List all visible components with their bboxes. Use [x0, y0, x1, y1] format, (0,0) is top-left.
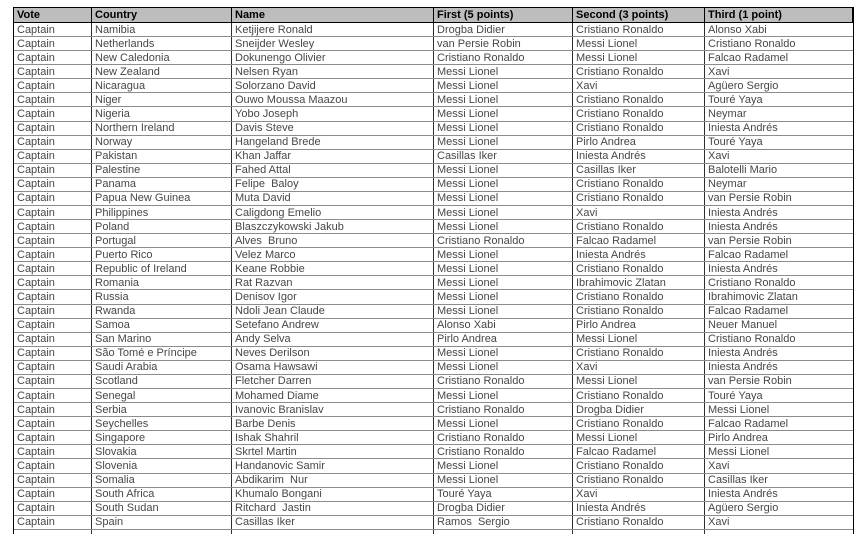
- cell-vote[interactable]: Captain: [14, 502, 92, 515]
- cell-country[interactable]: South Africa: [92, 488, 232, 501]
- cell-first[interactable]: Drogba Didier: [434, 23, 573, 36]
- cell-first[interactable]: Cristiano Ronaldo: [434, 375, 573, 388]
- table-row: [14, 502, 853, 516]
- cell-vote[interactable]: Captain: [14, 290, 92, 303]
- cell-first[interactable]: Messi Lionel: [434, 474, 573, 487]
- cell-second[interactable]: Cristiano Ronaldo: [573, 290, 705, 303]
- table-row: [14, 459, 853, 473]
- cell-second[interactable]: Falcao Radamel: [573, 234, 705, 247]
- cell-second[interactable]: Xavi: [573, 79, 705, 92]
- cell-third[interactable]: Iniesta Andrés: [708, 220, 778, 233]
- table-row: [14, 445, 853, 459]
- cell-second[interactable]: Drogba Didier: [573, 403, 705, 416]
- cell-name[interactable]: Rat Razvan: [232, 276, 434, 289]
- cell-second[interactable]: Cristiano Ronaldo: [573, 474, 705, 487]
- cell-name[interactable]: Caligdong Emelio: [232, 206, 434, 219]
- cell-country[interactable]: Somalia: [92, 474, 232, 487]
- cell-first[interactable]: Messi Lionel: [434, 262, 573, 275]
- cell-third[interactable]: Falcao Radamel: [708, 417, 789, 430]
- header-cell-country[interactable]: Country: [92, 8, 232, 22]
- table-row: [14, 347, 853, 361]
- cell-first[interactable]: Cristiano Ronaldo: [434, 234, 573, 247]
- cell-name[interactable]: Solorzano David: [232, 79, 434, 92]
- cell-name[interactable]: Ouwo Moussa Maazou: [232, 93, 434, 106]
- cell-second[interactable]: Cristiano Ronaldo: [573, 122, 705, 135]
- cell-country[interactable]: Namibia: [92, 23, 232, 36]
- cell-name[interactable]: Ishak Shahril: [232, 431, 434, 444]
- cell-third[interactable]: Iniesta Andrés: [708, 122, 778, 135]
- cell-vote[interactable]: Captain: [14, 445, 92, 458]
- cell-name[interactable]: Setefano Andrew: [232, 319, 434, 332]
- cell-first[interactable]: Messi Lionel: [434, 417, 573, 430]
- cell-third[interactable]: Agüero Sergio: [708, 502, 779, 515]
- cell-vote[interactable]: Captain: [14, 516, 92, 529]
- cell-third[interactable]: Agüero Sergio: [708, 79, 779, 92]
- cell-second[interactable]: Messi Lionel: [573, 431, 705, 444]
- cell-third[interactable]: Balotelli Mario: [708, 164, 778, 177]
- cell-third[interactable]: Neymar: [708, 178, 747, 191]
- cell-name[interactable]: Ritchard Jastin: [232, 502, 434, 515]
- cell-first[interactable]: Messi Lionel: [434, 361, 573, 374]
- cell-vote[interactable]: Captain: [14, 276, 92, 289]
- cell-name[interactable]: Fletcher Darren: [232, 375, 434, 388]
- table-row: [14, 305, 853, 319]
- cell-third[interactable]: Xavi: [708, 516, 730, 529]
- cell-name[interactable]: Felipe Baloy: [232, 178, 434, 191]
- table-header-row: [14, 8, 853, 23]
- cell-vote[interactable]: Captain: [14, 136, 92, 149]
- cell-third[interactable]: Cristiano Ronaldo: [708, 37, 796, 50]
- cell-first[interactable]: Messi Lionel: [434, 305, 573, 318]
- cell-vote[interactable]: Captain: [14, 319, 92, 332]
- cell-third[interactable]: van Persie Robin: [708, 234, 792, 247]
- cell-first[interactable]: Drogba Didier: [434, 502, 573, 515]
- cell-first[interactable]: Messi Lionel: [434, 65, 573, 78]
- cell-first[interactable]: Messi Lionel: [434, 178, 573, 191]
- cell-country[interactable]: Senegal: [92, 389, 232, 402]
- cell-name[interactable]: Dokunengo Olivier: [232, 51, 434, 64]
- cell-second[interactable]: Cristiano Ronaldo: [573, 417, 705, 430]
- cell-third[interactable]: Pirlo Andrea: [708, 431, 768, 444]
- header-cell-third[interactable]: Third (1 point): [705, 8, 853, 22]
- cell-second[interactable]: Xavi: [573, 488, 705, 501]
- cell-country[interactable]: Slovenia: [92, 459, 232, 472]
- cell-second[interactable]: Cristiano Ronaldo: [573, 220, 705, 233]
- cell-vote[interactable]: Captain: [14, 122, 92, 135]
- table-row: [14, 122, 853, 136]
- cell-country[interactable]: Spain: [92, 516, 232, 529]
- cell-third[interactable]: Ibrahimovic Zlatan: [708, 291, 798, 304]
- cell-vote[interactable]: Captain: [14, 107, 92, 120]
- table-row: [14, 431, 853, 445]
- table-cell: [92, 530, 232, 534]
- cell-vote[interactable]: Captain: [14, 37, 92, 50]
- table-row: [14, 403, 853, 417]
- cell-first[interactable]: Cristiano Ronaldo: [434, 445, 573, 458]
- table-row: [14, 136, 853, 150]
- cell-third[interactable]: Touré Yaya: [708, 389, 763, 402]
- cell-vote[interactable]: Captain: [14, 192, 92, 205]
- table-row: [14, 23, 853, 37]
- cell-name[interactable]: Abdikarim Nur: [232, 474, 434, 487]
- cell-vote[interactable]: Captain: [14, 79, 92, 92]
- cell-third[interactable]: Falcao Radamel: [708, 51, 789, 64]
- cell-vote[interactable]: Captain: [14, 178, 92, 191]
- table-row: [14, 333, 853, 347]
- cell-first[interactable]: Cristiano Ronaldo: [434, 51, 573, 64]
- cell-third[interactable]: van Persie Robin: [708, 375, 792, 388]
- cell-vote[interactable]: Captain: [14, 164, 92, 177]
- cell-second[interactable]: Xavi: [573, 361, 705, 374]
- cell-name[interactable]: Khumalo Bongani: [232, 488, 434, 501]
- cell-country[interactable]: Samoa: [92, 319, 232, 332]
- cell-vote[interactable]: Captain: [14, 417, 92, 430]
- cell-second[interactable]: Cristiano Ronaldo: [573, 178, 705, 191]
- cell-third[interactable]: Touré Yaya: [708, 93, 763, 106]
- cell-country[interactable]: Poland: [92, 220, 232, 233]
- cell-name[interactable]: Denisov Igor: [232, 290, 434, 303]
- table-row: [14, 93, 853, 107]
- cell-vote[interactable]: Captain: [14, 23, 92, 36]
- cell-vote[interactable]: Captain: [14, 488, 92, 501]
- cell-name[interactable]: Mohamed Diame: [232, 389, 434, 402]
- cell-second[interactable]: Cristiano Ronaldo: [573, 389, 705, 402]
- cell-first[interactable]: Messi Lionel: [434, 136, 573, 149]
- table-body: [14, 23, 853, 530]
- table-row: [14, 290, 853, 304]
- table-cell: [232, 530, 434, 534]
- cell-vote[interactable]: Captain: [14, 220, 92, 233]
- cell-first[interactable]: Messi Lionel: [434, 276, 573, 289]
- table-row: [14, 319, 853, 333]
- cell-second[interactable]: Cristiano Ronaldo: [573, 459, 705, 472]
- table-row-partial: [14, 530, 853, 534]
- cell-third[interactable]: Iniesta Andrés: [708, 206, 778, 219]
- cell-name[interactable]: Ndoli Jean Claude: [232, 305, 434, 318]
- table-cell: [14, 530, 92, 534]
- cell-first[interactable]: Messi Lionel: [434, 248, 573, 261]
- cell-second[interactable]: Ibrahimovic Zlatan: [573, 276, 705, 289]
- cell-vote[interactable]: Captain: [14, 431, 92, 444]
- cell-second[interactable]: Iniesta Andrés: [573, 150, 705, 163]
- cell-second[interactable]: Messi Lionel: [573, 333, 705, 346]
- table-row: [14, 37, 853, 51]
- cell-country[interactable]: Serbia: [92, 403, 232, 416]
- cell-third[interactable]: Iniesta Andrés: [708, 488, 778, 501]
- cell-country[interactable]: São Tomé e Príncipe: [92, 347, 232, 360]
- cell-second[interactable]: Cristiano Ronaldo: [573, 192, 705, 205]
- cell-third[interactable]: van Persie Robin: [708, 192, 792, 205]
- cell-name[interactable]: Neves Derilson: [232, 347, 434, 360]
- cell-first[interactable]: Messi Lionel: [434, 347, 573, 360]
- cell-name[interactable]: Blaszczykowski Jakub: [232, 220, 434, 233]
- table-row: [14, 164, 853, 178]
- cell-name[interactable]: Ivanovic Branislav: [232, 403, 434, 416]
- cell-country[interactable]: Papua New Guinea: [92, 192, 232, 205]
- cell-country[interactable]: Norway: [92, 136, 232, 149]
- cell-second[interactable]: Iniesta Andrés: [573, 502, 705, 515]
- cell-third[interactable]: Falcao Radamel: [708, 248, 789, 261]
- cell-country[interactable]: Palestine: [92, 164, 232, 177]
- cell-name[interactable]: Keane Robbie: [232, 262, 434, 275]
- votes-table: [13, 7, 854, 534]
- table-row: [14, 206, 853, 220]
- cell-third[interactable]: Iniesta Andrés: [708, 347, 778, 360]
- cell-second[interactable]: Falcao Radamel: [573, 445, 705, 458]
- cell-third[interactable]: Messi Lionel: [708, 445, 770, 458]
- cell-vote[interactable]: Captain: [14, 51, 92, 64]
- cell-vote[interactable]: Captain: [14, 347, 92, 360]
- cell-first[interactable]: Pirlo Andrea: [434, 333, 573, 346]
- cell-country[interactable]: Slovakia: [92, 445, 232, 458]
- cell-country[interactable]: Scotland: [92, 375, 232, 388]
- cell-country[interactable]: Romania: [92, 276, 232, 289]
- cell-name[interactable]: Osama Hawsawi: [232, 361, 434, 374]
- table-row: [14, 417, 853, 431]
- table-row: [14, 150, 853, 164]
- cell-country[interactable]: Rwanda: [92, 305, 232, 318]
- cell-country[interactable]: Nicaragua: [92, 79, 232, 92]
- cell-third[interactable]: Xavi: [708, 150, 730, 163]
- cell-first[interactable]: Messi Lionel: [434, 164, 573, 177]
- table-row: [14, 488, 853, 502]
- cell-vote[interactable]: Captain: [14, 65, 92, 78]
- cell-vote[interactable]: Captain: [14, 150, 92, 163]
- cell-name[interactable]: Alves Bruno: [232, 234, 434, 247]
- cell-second[interactable]: Cristiano Ronaldo: [573, 65, 705, 78]
- cell-first[interactable]: Messi Lionel: [434, 93, 573, 106]
- cell-first[interactable]: Cristiano Ronaldo: [434, 403, 573, 416]
- cell-vote[interactable]: Captain: [14, 459, 92, 472]
- cell-third[interactable]: Alonso Xabi: [708, 23, 767, 36]
- cell-name[interactable]: Barbe Denis: [232, 417, 434, 430]
- cell-second[interactable]: Messi Lionel: [573, 375, 705, 388]
- cell-second[interactable]: Cristiano Ronaldo: [573, 347, 705, 360]
- cell-first[interactable]: Messi Lionel: [434, 206, 573, 219]
- header-cell-name[interactable]: Name: [232, 8, 434, 22]
- cell-third[interactable]: Messi Lionel: [708, 403, 770, 416]
- cell-third[interactable]: Xavi: [708, 65, 730, 78]
- cell-third[interactable]: Xavi: [708, 459, 730, 472]
- cell-second[interactable]: Messi Lionel: [573, 37, 705, 50]
- cell-first[interactable]: van Persie Robin: [434, 37, 573, 50]
- cell-first[interactable]: Messi Lionel: [434, 122, 573, 135]
- table-row: [14, 474, 853, 488]
- cell-first[interactable]: Alonso Xabi: [434, 319, 573, 332]
- cell-country[interactable]: Singapore: [92, 431, 232, 444]
- cell-country[interactable]: Netherlands: [92, 37, 232, 50]
- table-row: [14, 51, 853, 65]
- cell-first[interactable]: Messi Lionel: [434, 107, 573, 120]
- cell-vote[interactable]: Captain: [14, 403, 92, 416]
- cell-vote[interactable]: Captain: [14, 333, 92, 346]
- cell-third[interactable]: Cristiano Ronaldo: [708, 276, 796, 289]
- cell-country[interactable]: New Caledonia: [92, 51, 232, 64]
- cell-vote[interactable]: Captain: [14, 375, 92, 388]
- cell-country[interactable]: South Sudan: [92, 502, 232, 515]
- cell-name[interactable]: Nelsen Ryan: [232, 65, 434, 78]
- cell-vote[interactable]: Captain: [14, 234, 92, 247]
- cell-name[interactable]: Fahed Attal: [232, 164, 434, 177]
- cell-third[interactable]: Cristiano Ronaldo: [708, 333, 796, 346]
- cell-second[interactable]: Iniesta Andrés: [573, 248, 705, 261]
- table-cell: [573, 530, 705, 534]
- table-row: [14, 178, 853, 192]
- table-row: [14, 361, 853, 375]
- cell-first[interactable]: Cristiano Ronaldo: [434, 431, 573, 444]
- cell-third[interactable]: Neuer Manuel: [708, 319, 778, 332]
- cell-second[interactable]: Xavi: [573, 206, 705, 219]
- cell-first[interactable]: Messi Lionel: [434, 79, 573, 92]
- cell-third[interactable]: Casillas Iker: [708, 474, 768, 487]
- table-row: [14, 276, 853, 290]
- cell-first[interactable]: Messi Lionel: [434, 192, 573, 205]
- header-cell-vote[interactable]: Vote: [14, 8, 92, 22]
- cell-country[interactable]: Portugal: [92, 234, 232, 247]
- cell-vote[interactable]: Captain: [14, 389, 92, 402]
- table-row: [14, 389, 853, 403]
- cell-country[interactable]: Philippines: [92, 206, 232, 219]
- cell-second[interactable]: Pirlo Andrea: [573, 319, 705, 332]
- cell-country[interactable]: Seychelles: [92, 417, 232, 430]
- cell-name[interactable]: Sneijder Wesley: [232, 37, 434, 50]
- cell-first[interactable]: Ramos Sergio: [434, 516, 573, 529]
- table-cell: [434, 530, 573, 534]
- cell-name[interactable]: Hangeland Brede: [232, 136, 434, 149]
- cell-first[interactable]: Messi Lionel: [434, 389, 573, 402]
- table-cell: [705, 530, 853, 534]
- cell-vote[interactable]: Captain: [14, 262, 92, 275]
- cell-second[interactable]: Cristiano Ronaldo: [573, 305, 705, 318]
- cell-name[interactable]: Muta David: [232, 192, 434, 205]
- cell-country[interactable]: Republic of Ireland: [92, 262, 232, 275]
- cell-country[interactable]: Northern Ireland: [92, 122, 232, 135]
- cell-name[interactable]: Andy Selva: [232, 333, 434, 346]
- table-row: [14, 79, 853, 93]
- cell-country[interactable]: Russia: [92, 290, 232, 303]
- cell-name[interactable]: Handanovic Samir: [232, 459, 434, 472]
- cell-first[interactable]: Messi Lionel: [434, 220, 573, 233]
- cell-vote[interactable]: Captain: [14, 93, 92, 106]
- cell-second[interactable]: Casillas Iker: [573, 164, 705, 177]
- cell-name[interactable]: Casillas Iker: [232, 516, 434, 529]
- cell-name[interactable]: Skrtel Martin: [232, 445, 434, 458]
- cell-vote[interactable]: Captain: [14, 305, 92, 318]
- cell-country[interactable]: Puerto Rico: [92, 248, 232, 261]
- header-cell-second[interactable]: Second (3 points): [573, 8, 705, 22]
- table-row: [14, 375, 853, 389]
- cell-vote[interactable]: Captain: [14, 474, 92, 487]
- cell-third[interactable]: Neymar: [708, 108, 747, 120]
- cell-first[interactable]: Messi Lionel: [434, 290, 573, 303]
- cell-first[interactable]: Messi Lionel: [434, 459, 573, 472]
- cell-country[interactable]: New Zealand: [92, 65, 232, 78]
- header-cell-first[interactable]: First (5 points): [434, 8, 573, 22]
- table-row: [14, 516, 853, 530]
- cell-country[interactable]: Saudi Arabia: [92, 361, 232, 374]
- table-row: [14, 65, 853, 79]
- cell-name[interactable]: Velez Marco: [232, 248, 434, 261]
- table-row: [14, 234, 853, 248]
- cell-country[interactable]: Pakistan: [92, 150, 232, 163]
- cell-name[interactable]: Yobo Joseph: [232, 107, 434, 120]
- cell-second[interactable]: Cristiano Ronaldo: [573, 516, 705, 529]
- cell-first[interactable]: Casillas Iker: [434, 150, 573, 163]
- cell-vote[interactable]: Captain: [14, 361, 92, 374]
- cell-third[interactable]: Iniesta Andrés: [708, 361, 778, 374]
- cell-vote[interactable]: Captain: [14, 206, 92, 219]
- cell-first[interactable]: Touré Yaya: [434, 488, 573, 501]
- cell-country[interactable]: Panama: [92, 178, 232, 191]
- cell-second[interactable]: Pirlo Andrea: [573, 136, 705, 149]
- table-row: [14, 248, 853, 262]
- cell-country[interactable]: San Marino: [92, 333, 232, 346]
- cell-third[interactable]: Falcao Radamel: [708, 305, 789, 318]
- cell-second[interactable]: Cristiano Ronaldo: [573, 107, 705, 120]
- cell-second[interactable]: Messi Lionel: [573, 51, 705, 64]
- cell-second[interactable]: Cristiano Ronaldo: [573, 93, 705, 106]
- table-row: [14, 262, 853, 276]
- cell-name[interactable]: Ketjijere Ronald: [232, 23, 434, 36]
- cell-vote[interactable]: Captain: [14, 248, 92, 261]
- cell-third[interactable]: Iniesta Andrés: [708, 262, 778, 275]
- table-row: [14, 192, 853, 206]
- cell-second[interactable]: Cristiano Ronaldo: [573, 23, 705, 36]
- cell-name[interactable]: Davis Steve: [232, 122, 434, 135]
- cell-third[interactable]: Touré Yaya: [708, 136, 763, 149]
- cell-country[interactable]: Niger: [92, 93, 232, 106]
- cell-second[interactable]: Cristiano Ronaldo: [573, 262, 705, 275]
- table-row: [14, 220, 853, 234]
- cell-country[interactable]: Nigeria: [92, 107, 232, 120]
- cell-name[interactable]: Khan Jaffar: [232, 150, 434, 163]
- table-row: [14, 107, 853, 121]
